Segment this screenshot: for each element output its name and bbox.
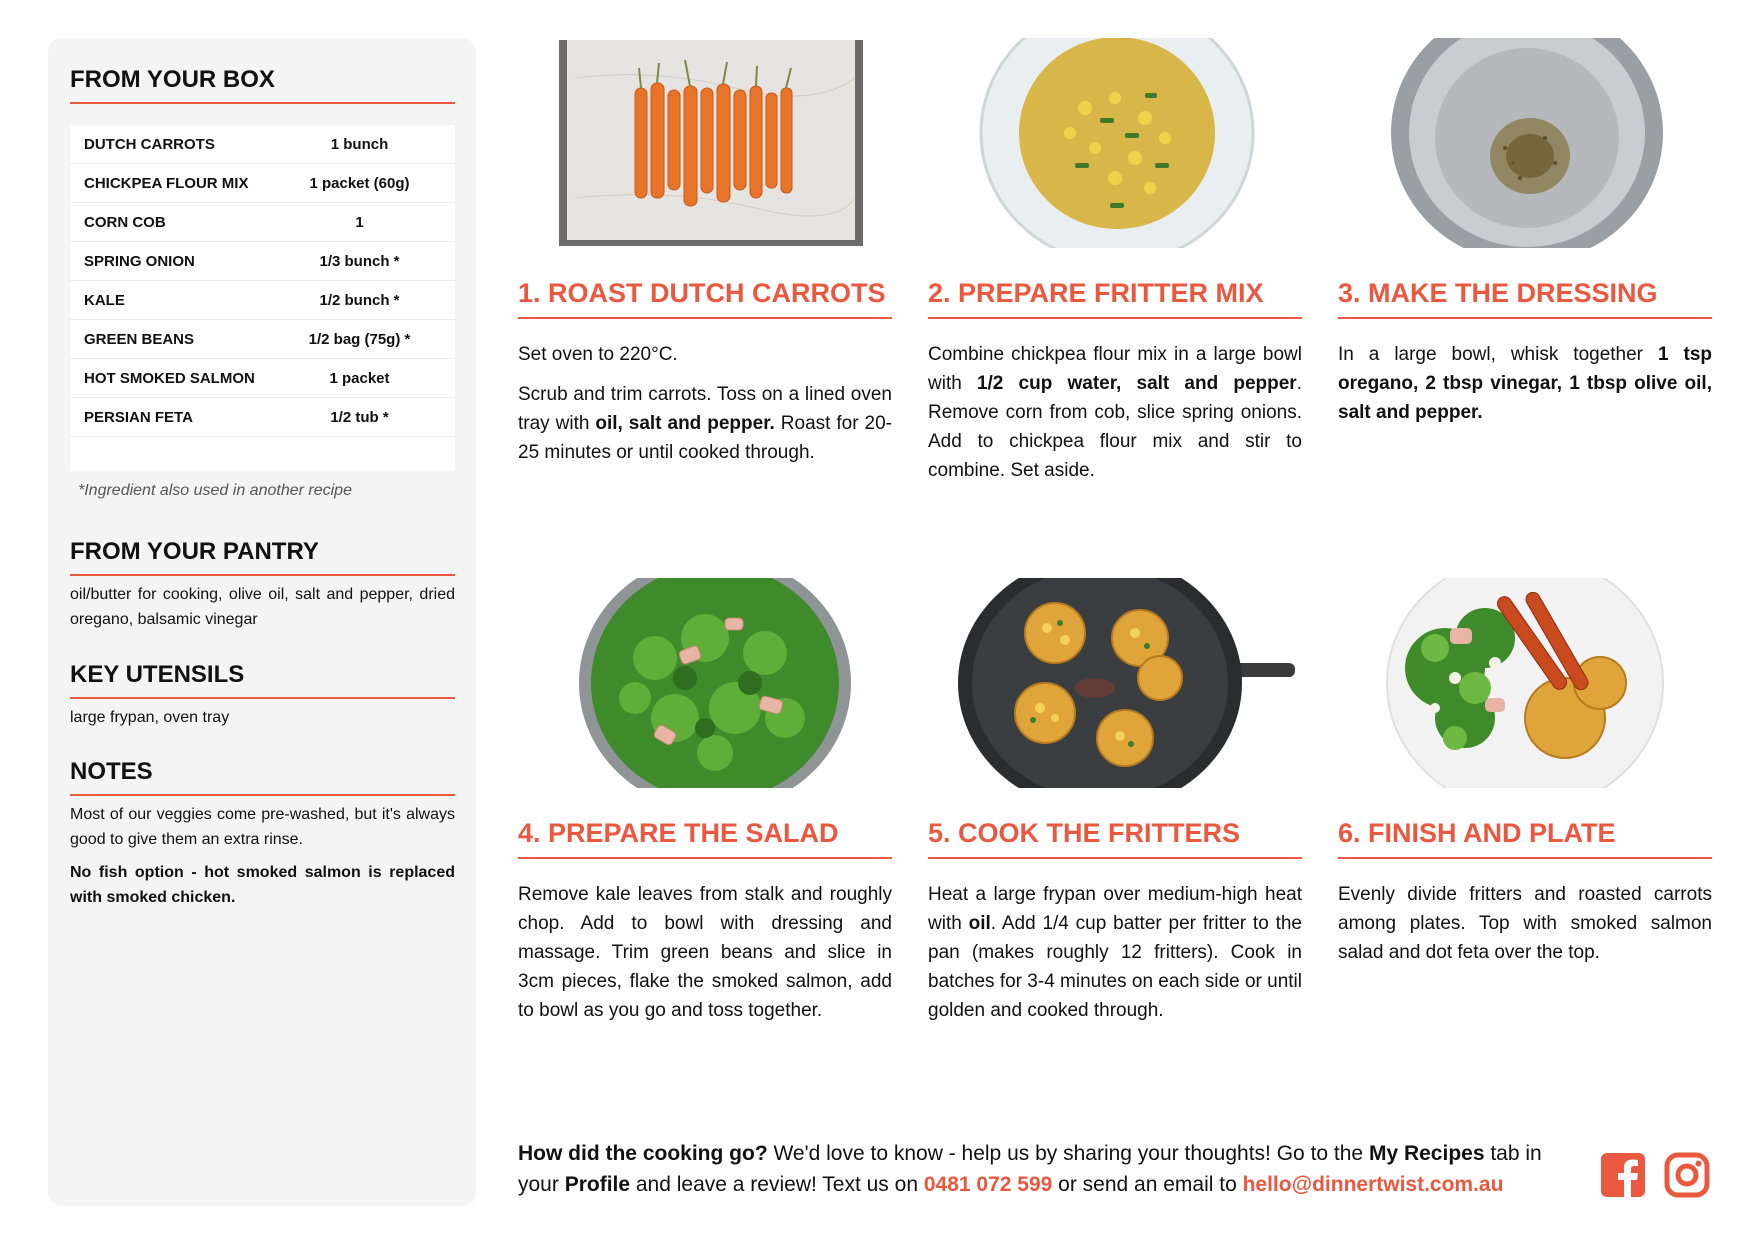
step-bold-text: 1/2 cup water, salt and pepper [976,373,1297,394]
step-paragraph: Remove kale leaves from stalk and roughly chop. Add to bowl with dressing and massage. Trim green beans and slice in 3cm pieces, flake the smoked salmon, add to bowl as you go and toss together. [518,884,892,1021]
profile-link[interactable]: Profile [564,1173,631,1196]
fritter-mix-photo [928,38,1302,248]
step-paragraph [518,380,892,467]
footer-text: or send an email to [1052,1173,1243,1196]
step-paragraph: Evenly divide fritters and roasted carrots among plates. Top with smoked salmon salad and dot feta over the top. [1338,884,1712,963]
step-text: Roast for 20-25 minutes or until cooked through. [518,413,892,463]
ingredient-row [70,281,455,320]
ingredients-table [70,125,455,471]
step-paragraph [928,340,1302,485]
ingredient-name: KALE [84,291,125,309]
ingredient-name: HOT SMOKED SALMON [84,369,255,387]
kale-salad-photo [518,578,892,788]
ingredient-qty: 1/2 tub * [330,408,389,426]
pantry-title: FROM YOUR PANTRY [70,538,455,576]
step-paragraph [1338,340,1712,427]
step-text: . Add 1/4 cup batter per fritter to the pan (makes roughly 12 fritters). Cook in batches for 3-4 minutes on each side or until golden and cooked through. [928,913,1302,1021]
dressing-bowl-photo [1338,38,1712,248]
step-title: 2. PREPARE FRITTER MIX [928,278,1302,319]
utensils-text: large frypan, oven tray [70,709,230,726]
facebook-icon[interactable] [1600,1152,1646,1198]
ingredient-name: GREEN BEANS [84,330,195,348]
footer-question: How did the cooking go? [518,1142,768,1165]
plated-dish-photo [1338,578,1712,788]
roast-carrots-photo [518,38,892,248]
footer-text: and leave a review! Text us on [630,1173,924,1196]
ingredient-row [70,164,455,203]
step-title: 6. FINISH AND PLATE [1338,818,1712,859]
ingredient-row [70,320,455,359]
feedback-footer [518,1138,1568,1200]
step-text: Combine chickpea flour mix in a large bowl with [928,344,1302,394]
ingredient-qty: 1 packet (60g) [309,174,410,192]
ingredient-row [70,359,455,398]
notes-text: Most of our veggies come pre-washed, but it's always good to give them an extra rinse. [70,806,455,848]
notes-bold-text: No fish option - hot smoked salmon is replaced with smoked chicken. [70,864,455,906]
step-title: 1. ROAST DUTCH CARROTS [518,278,892,319]
step-title: 5. COOK THE FRITTERS [928,818,1302,859]
step-bold-text: 1 tsp oregano, 2 tbsp vinegar, 1 tbsp olive oil, salt and pepper. [1338,344,1712,423]
ingredient-qty: 1 [355,213,364,231]
ingredient-row [70,203,455,242]
step-paragraph [928,880,1302,1025]
notes-title: NOTES [70,758,455,796]
ingredient-name: DUTCH CARROTS [84,135,215,153]
step-bold-text: oil [968,913,991,934]
step-body [1338,340,1712,438]
ingredient-name: CHICKPEA FLOUR MIX [84,174,249,192]
ingredient-qty: 1/2 bunch * [319,291,400,309]
ingredient-qty: 1 bunch [330,135,389,153]
ingredient-name: CORN COB [84,213,166,231]
step-body [928,880,1302,1036]
ingredient-qty: 1/3 bunch * [319,252,400,270]
from-your-box-title: FROM YOUR BOX [70,66,455,104]
ingredient-footnote: *Ingredient also used in another recipe [78,482,352,499]
email-link[interactable]: hello@dinnertwist.com.au [1242,1173,1504,1196]
step-text: Heat a large frypan over medium-high heat with [928,884,1302,934]
step-text: Scrub and trim carrots. Toss on a lined oven tray with [518,384,892,434]
step-body [518,340,892,478]
step-paragraph: Set oven to 220°C. [518,344,678,365]
step-title: 4. PREPARE THE SALAD [518,818,892,859]
my-recipes-link[interactable]: My Recipes [1368,1142,1485,1165]
instagram-icon[interactable] [1664,1152,1710,1198]
step-body [1338,880,1712,978]
utensils-title: KEY UTENSILS [70,661,455,699]
step-text: . Remove corn from cob, slice spring onions. Add to chickpea flour mix and stir to combine. Set aside. [928,373,1302,481]
ingredient-row [70,398,455,437]
footer-text: tab in your [518,1142,1542,1196]
ingredient-qty: 1/2 bag (75g) * [308,330,411,348]
pantry-text: oil/butter for cooking, olive oil, salt and pepper, dried oregano, balsamic vinegar [70,586,455,628]
ingredient-row [70,242,455,281]
footer-text: We'd love to know - help us by sharing your thoughts! Go to the [767,1142,1369,1165]
ingredients-panel [48,38,476,1206]
phone-link[interactable]: 0481 072 599 [923,1173,1053,1196]
step-body [518,880,892,1036]
ingredient-qty: 1 packet [329,369,390,387]
fritters-pan-photo [928,578,1302,788]
step-bold-text: oil, salt and pepper. [595,413,775,434]
ingredient-name: PERSIAN FETA [84,408,193,426]
ingredient-name: SPRING ONION [84,252,195,270]
step-text: In a large bowl, whisk together [1338,344,1658,365]
ingredient-row [70,125,455,164]
step-title: 3. MAKE THE DRESSING [1338,278,1712,319]
step-body [928,340,1302,496]
